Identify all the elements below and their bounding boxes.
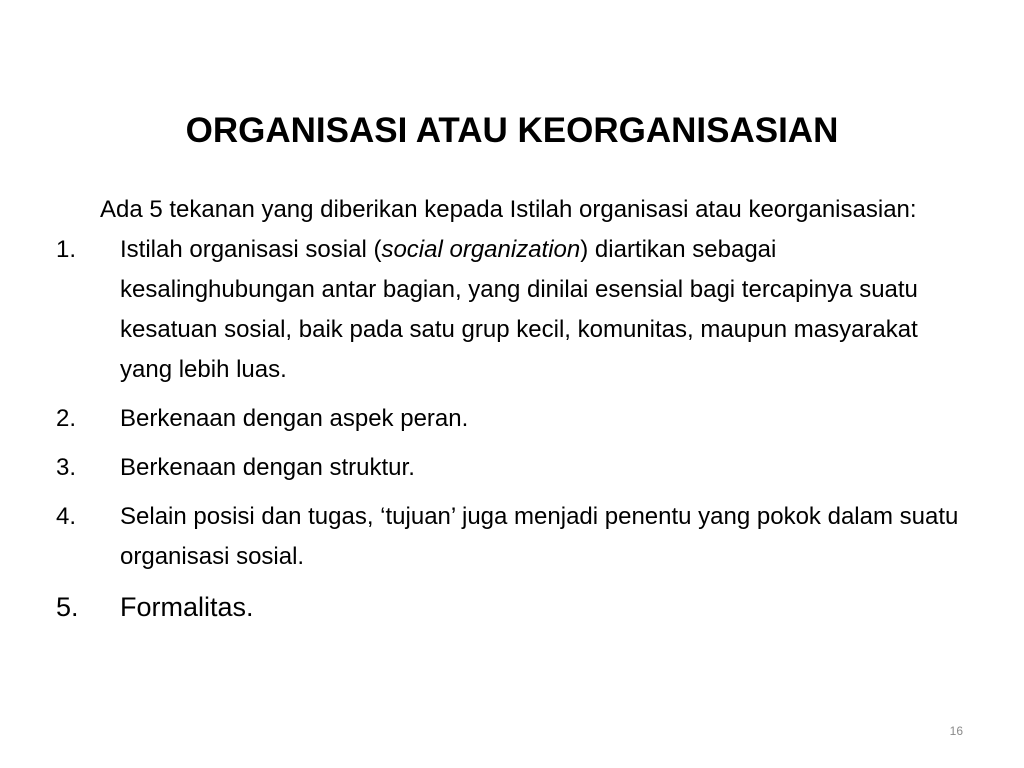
list-number-2: 2. <box>56 405 77 432</box>
list-text-1 <box>120 230 960 390</box>
list-item-1 <box>56 230 976 390</box>
social-organization-term: social organization <box>381 236 581 263</box>
slide-body <box>56 190 976 637</box>
list-item-5 <box>56 586 976 628</box>
intro-text: Ada 5 tekanan yang diberikan kepada Istilah organisasi atau keorganisasian: <box>100 196 917 223</box>
list-item-2 <box>56 399 976 439</box>
numbered-list <box>56 230 976 628</box>
list-text-1-before: Istilah organisasi sosial ( <box>120 236 382 263</box>
list-number-4: 4. <box>56 503 77 530</box>
list-item-4 <box>56 497 976 577</box>
list-number-5: 5. <box>56 592 79 622</box>
list-text-1-after: ) diartikan sebagai kesalinghubungan antar bagian, yang dinilai esensial bagi tercapinya suatu kesatuan sosial, baik pada satu grup kecil, komunitas, maupun masyarakat yang lebih luas. <box>120 236 918 383</box>
list-text-2: Berkenaan dengan aspek peran. <box>120 405 469 432</box>
list-item-3 <box>56 448 976 488</box>
page-number: 16 <box>949 724 963 738</box>
slide-title: ORGANISASI ATAU KEORGANISASIAN <box>185 111 839 151</box>
list-text-3: Berkenaan dengan struktur. <box>120 454 415 481</box>
list-text-4: Selain posisi dan tugas, ‘tujuan’ juga menjadi penentu yang pokok dalam suatu organisasi sosial. <box>120 503 959 570</box>
list-number-1: 1. <box>56 236 77 263</box>
list-text-5: Formalitas. <box>120 592 254 622</box>
list-number-3: 3. <box>56 454 77 481</box>
